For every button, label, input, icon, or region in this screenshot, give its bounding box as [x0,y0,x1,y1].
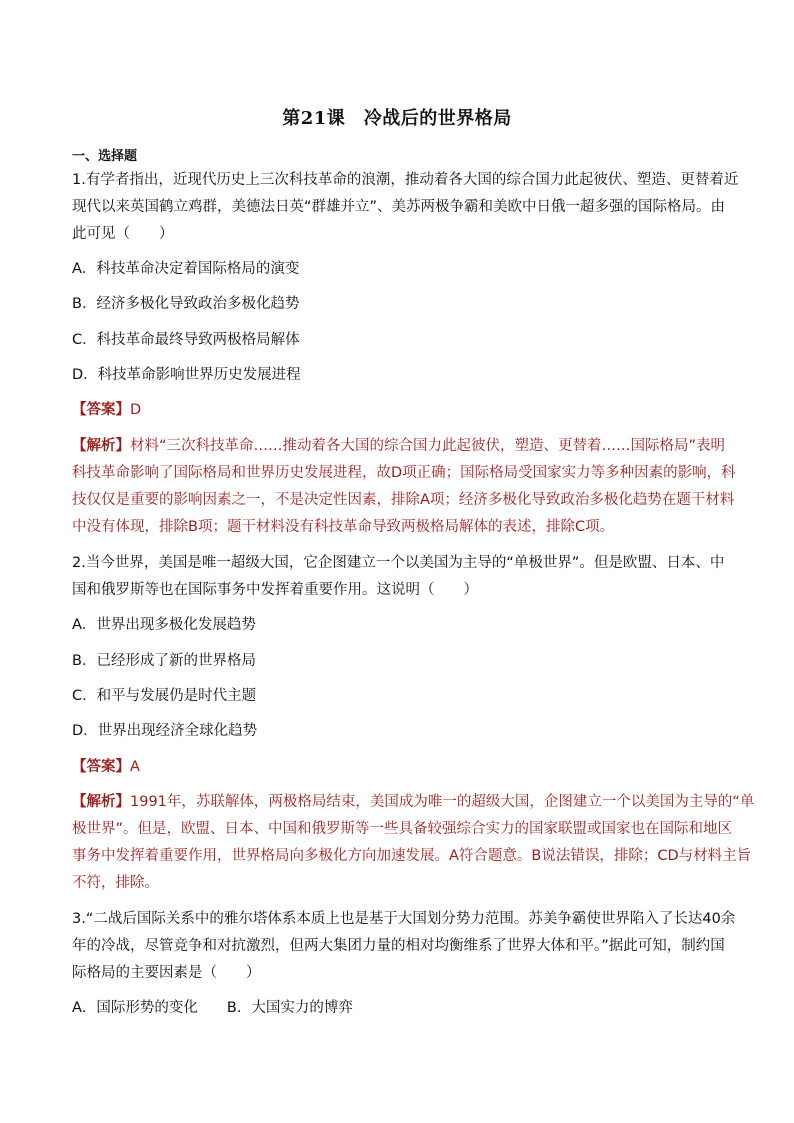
analysis-text: 1991年，苏联解体，两极格局结束，美国成为唯一的超级大国，企图建立一个以美国为主导的“单 [130,794,755,810]
q1-option-c: C．科技革命最终导致两极格局解体 [72,332,300,348]
q1-analysis-line [72,434,732,455]
q2-option-b: B．已经形成了新的世界格局 [72,653,256,669]
answer-tag: 【答案】 [72,759,130,775]
q2-stem-line: 国和俄罗斯等也在国际事务中发挥着重要作用。这说明（ ） [72,582,478,598]
q2-analysis-line [72,790,755,811]
q3-stem-line: 际格局的主要因素是（ ） [72,965,261,981]
q1-option-b: B．经济多极化导致政治多极化趋势 [72,296,300,312]
q3-stem-line: 年的冷战，尽管竞争和对抗激烈，但两大集团力量的相对均衡维系了世界大体和平。”据此可知，制约国 [72,938,725,954]
q1-option-a: A．科技革命决定着国际格局的演变 [72,261,300,277]
q2-analysis-line: 事务中发挥着重要作用，世界格局向多极化方向加速发展。A符合题意。B说法错误，排除；CD与材料主旨 [72,848,752,864]
q2-analysis-line: 不符，排除。 [72,875,159,891]
q2-analysis-line: 极世界”。但是，欧盟、日本、中国和俄罗斯等一些具备较强综合实力的国家联盟或国家也在国际和地区 [72,821,733,837]
q1-analysis-line: 科技革命影响了国际格局和世界历史发展进程，故D项正确；国际格局受国家实力等多种因素的影响，科 [72,465,736,481]
answer-tag: 【答案】 [72,402,130,418]
q2-answer [72,755,732,776]
q2-option-a: A．世界出现多极化发展趋势 [72,617,256,633]
q2-stem-line: 2.当今世界，美国是唯一超级大国，它企图建立一个以美国为主导的“单极世界”。但是欧盟、日本、中 [72,555,725,571]
q1-answer [72,398,732,419]
q1-stem-line: 此可见（ ） [72,226,174,242]
analysis-tag: 【解析】 [72,438,130,454]
q1-stem-line: 现代以来英国鹤立鸡群，美德法日英“群雄并立”、美苏两极争霸和美欧中日俄一超多强的国际格局。由 [72,199,726,215]
q2-option-d: D．世界出现经济全球化趋势 [72,723,258,739]
section-heading: 一、选择题 [72,149,138,164]
q1-option-d: D．科技革命影响世界历史发展进程 [72,367,301,383]
answer-value: D [130,402,142,418]
page-title: 第21课 冷战后的世界格局 [282,108,512,129]
q3-options-line: A．国际形势的变化 B．大国实力的博弈 [72,1000,353,1016]
q1-analysis-line: 技仅仅是重要的影响因素之一，不是决定性因素，排除A项；经济多极化导致政治多极化趋势在题干材料 [72,492,735,508]
answer-value: A [130,759,140,775]
q2-option-c: C．和平与发展仍是时代主题 [72,688,257,704]
q1-stem-line: 1.有学者指出，近现代历史上三次科技革命的浪潮，推动着各大国的综合国力此起彼伏、塑造、更替着近 [72,172,739,188]
q3-stem-line: 3.“二战后国际关系中的雅尔塔体系本质上也是基于大国划分势力范围。苏美争霸使世界陷入了长达40余 [72,911,736,927]
analysis-text: 材料“三次科技革命……推动着各大国的综合国力此起彼伏，塑造、更替着……国际格局”表明 [130,438,726,454]
analysis-tag: 【解析】 [72,794,130,810]
q1-analysis-line: 中没有体现，排除B项；题干材料没有科技革命导致两极格局解体的表述，排除C项。 [72,519,615,535]
